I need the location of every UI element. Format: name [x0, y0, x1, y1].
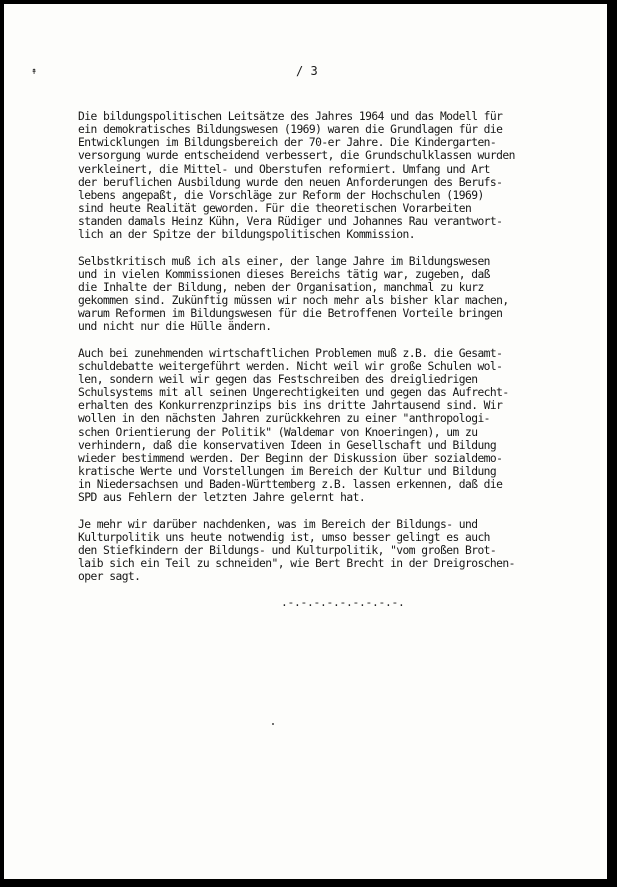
text-line: wollen in den nächsten Jahren zurückkehren zu einer "anthropologi-	[78, 412, 490, 426]
text-line: Je mehr wir darüber nachdenken, was im Bereich der Bildungs- und	[78, 517, 478, 531]
text-line: oper sagt.	[78, 570, 141, 584]
text-line: Entwicklungen im Bildungsbereich der 70-er Jahre. Die Kindergarten-	[78, 136, 497, 150]
text-line: kratische Werte und Vorstellungen im Bereich der Kultur und Bildung	[78, 465, 497, 479]
text-line: gekommen sind. Zukünftig müssen wir noch mehr als bisher klar machen,	[78, 294, 509, 308]
paragraph	[78, 518, 607, 584]
text-line: verkleinert, die Mittel- und Oberstufen reformiert. Umfang und Art	[78, 162, 490, 176]
text-line: Auch bei zunehmenden wirtschaftlichen Problemen muß z.B. die Gesamt-	[78, 346, 503, 360]
page-number: / 3	[296, 64, 318, 78]
text-line: schen Orientierung der Politik" (Waldemar von Knoeringen), um zu	[78, 425, 478, 439]
text-line: in Niedersachsen und Baden-Württemberg z.B. lassen erkennen, daß die	[78, 478, 503, 492]
paragraph	[78, 347, 607, 505]
text-line: Selbstkritisch muß ich als einer, der lange Jahre im Bildungswesen	[78, 254, 490, 268]
text-line: und nicht nur die Hülle ändern.	[78, 320, 272, 334]
text-line: der beruflichen Ausbildung wurde den neuen Anforderungen des Berufs-	[78, 175, 503, 189]
text-line: len, sondern weil wir gegen das Festschreiben des dreigliedrigen	[78, 373, 478, 386]
text-line: den Stiefkindern der Bildungs- und Kulturpolitik, "vom großen Brot-	[78, 543, 497, 557]
text-line: standen damals Heinz Kühn, Vera Rüdiger und Johannes Rau verantwort-	[78, 215, 503, 229]
margin-mark: ↟	[31, 66, 38, 77]
text-line: ein demokratisches Bildungswesen (1969) waren die Grundlagen für die	[78, 123, 503, 137]
text-line: versorgung wurde entscheidend verbessert, die Grundschulklassen wurden	[78, 149, 515, 163]
text-line: warum Reformen im Bildungswesen für die Betroffenen Vorteile bringen	[78, 307, 503, 321]
text-line: laib sich ein Teil zu schneiden", wie Bert Brecht in der Dreigroschen-	[78, 557, 515, 571]
paragraph	[78, 110, 607, 242]
text-line: lebens angepaßt, die Vorschläge zur Reform der Hochschulen (1969)	[78, 188, 484, 202]
text-line: schuldebatte weitergeführt werden. Nicht weil wir große Schulen wol-	[78, 359, 503, 373]
text-line: und in vielen Kommissionen dieses Bereichs tätig war, zugeben, daß	[78, 267, 490, 281]
scan-speck	[272, 723, 274, 725]
paragraph	[78, 255, 607, 334]
text-line: lich an der Spitze der bildungspolitischen Kommission.	[78, 228, 416, 242]
text-line: wieder bestimmend werden. Der Beginn der Diskussion über sozialdemo-	[78, 451, 503, 465]
body-text	[78, 110, 607, 597]
text-line: verhindern, daß die konservativen Ideen in Gesellschaft und Bildung	[78, 438, 497, 452]
text-line: Kulturpolitik uns heute notwendig ist, umso besser gelingt es auch	[78, 530, 490, 544]
text-line: die Inhalte der Bildung, neben der Organisation, manchmal zu kurz	[78, 280, 484, 294]
text-line: SPD aus Fehlern der letzten Jahre gelernt hat.	[78, 491, 366, 505]
text-line: erhalten des Konkurrenzprinzips bis ins dritte Jahrtausend sind. Wir	[78, 399, 503, 413]
text-line: Schulsystems mit all seinen Ungerechtigkeiten und gegen das Aufrecht-	[78, 386, 509, 400]
text-line: Die bildungspolitischen Leitsätze des Jahres 1964 und das Modell für	[78, 110, 503, 123]
text-line: sind heute Realität geworden. Für die theoretischen Vorarbeiten	[78, 202, 472, 216]
section-separator: .-.-.-.-.-.-.-.-.-.	[281, 596, 405, 609]
document-page	[4, 4, 607, 879]
